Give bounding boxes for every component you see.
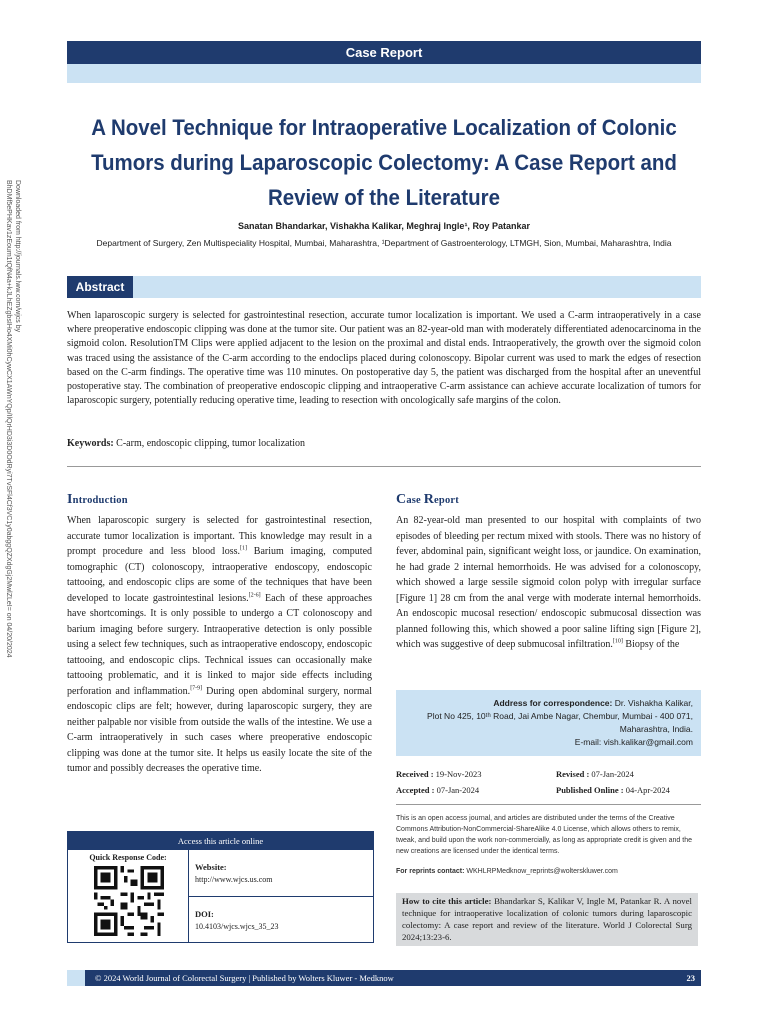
published-date: Published Online : 04-Apr-2024 xyxy=(556,785,670,795)
citation-link[interactable]: [7-9] xyxy=(190,685,203,692)
doi-cell xyxy=(189,897,373,942)
reprints-contact: For reprints contact: WKHLRPMedknow_reprints@wolterskluwer.com xyxy=(396,868,618,875)
footer-copyright: © 2024 World Journal of Colorectal Surgery | Published by Wolters Kluwer - Medknow xyxy=(95,973,394,983)
how-to-cite-box: How to cite this article: Bhandarkar S, Kalikar V, Ingle M, Patankar R. A novel technique for intraoperative localization of colonic tumors during laparoscopic colectomy: A case report and review of the literature. World J Colorectal Surg 2024;13:23-6. xyxy=(396,893,698,946)
affiliations: Department of Surgery, Zen Multispeciality Hospital, Mumbai, Maharashtra, ¹Department of Gastroenterology, LTMGH, Sion, Mumbai, Maharashtra, India xyxy=(96,238,672,248)
qr-cell xyxy=(68,850,189,942)
qr-code-icon[interactable] xyxy=(94,866,164,936)
doi-label: DOI: xyxy=(195,909,214,919)
correspondence-box xyxy=(396,690,701,756)
keywords xyxy=(67,437,701,450)
page-number: 23 xyxy=(686,973,695,983)
license-notice: This is an open access journal, and articles are distributed under the terms of the Creative Commons Attribution-NonCommercial-ShareAlike 4.0 License, which allows others to remix, tweak, and build upon the work non-commercially, as long as appropriate credit is given and the new creations are licensed under the identical terms. xyxy=(396,815,692,855)
website-link[interactable]: http://www.wjcs.us.com xyxy=(195,875,273,884)
citation-link[interactable]: [10] xyxy=(612,638,623,645)
page-footer xyxy=(67,970,701,986)
keywords-text: C-arm, endoscopic clipping, tumor localization xyxy=(116,438,306,449)
website-label: Website: xyxy=(195,862,227,872)
access-article-box xyxy=(67,831,374,943)
introduction-text: When laparoscopic surgery is selected for gastrointestinal resection, accurate tumor localization is important. This knowledge may result in a prompt procedure and less blood loss.[1] Barium imaging, computed tomographic (CT) colonoscopy, intraoperative endoscopy, endoscopic tattooing, and endoscopic clips are some of the techniques that have been developed to locate gastrointestinal lesions.[2-6] Each of these approaches have shortcomings. It is only possible to undergo a CT colonoscopy and barium imaging before surgery. Intraoperative detection is only possible using a select few techniques, such as intraoperative endoscopy, endoscopic tattooing, and endoscopic clips. Technical issues can occasionally make tattooing problematic, and it is linked to major side effects including perforation and inflammation.[7-9] During open abdominal surgery, normal endoscopic clips are felt; however, during laparoscopic surgery, they are neither palpable nor visible from outside the walls of the intestine. We use a C-arm intraoperatively in such cases where preoperative endoscopic clipping was done at the tumor site. It helps us easily locate the site of the tumor and possibly decreases the operative time. xyxy=(67,515,373,774)
received-date: Received : 19-Nov-2023 xyxy=(396,769,482,779)
keywords-label: Keywords: xyxy=(67,438,114,449)
correspondence-email[interactable]: E-mail: vish.kalikar@gmail.com xyxy=(574,737,693,747)
correspondence-line-1: Address for correspondence: Dr. Vishakha Kalikar, xyxy=(493,698,693,708)
citation-link[interactable]: [2-6] xyxy=(248,592,261,599)
qr-label: Quick Response Code: xyxy=(89,853,167,862)
author-list: Sanatan Bhandarkar, Vishakha Kalikar, Meghraj Ingle¹, Roy Patankar xyxy=(238,221,530,231)
section-label: Case Report xyxy=(67,41,701,64)
doi-link[interactable]: 10.4103/wjcs.wjcs_35_23 xyxy=(195,922,279,931)
citation-link[interactable]: [1] xyxy=(240,545,247,552)
abstract-heading: Abstract xyxy=(67,276,133,298)
website-cell xyxy=(189,850,373,897)
introduction-heading: Introduction xyxy=(67,492,128,507)
download-watermark: Downloaded from http://journals.lww.com/wjcs by BhDMf5ePHKav1zEoum1tQfN4a+kJLhEZgbsIHo4XMi0hCywCX1AWnYQp/IlQrHD3i3D0OdRyi7TvSFl4Cf3VC1y0abggQZXdgGj2MwlZLeI= on 04/20/2024 xyxy=(5,180,21,658)
footer-tab xyxy=(67,970,85,986)
accepted-date: Accepted : 07-Jan-2024 xyxy=(396,785,480,795)
revised-date: Revised : 07-Jan-2024 xyxy=(556,769,634,779)
section-label-underband xyxy=(67,64,701,83)
case-report-heading: Case Report xyxy=(396,492,459,507)
correspondence-address: Plot No 425, 10ᵗʰ Road, Jai Ambe Nagar, Chembur, Mumbai - 400 071, xyxy=(427,711,693,721)
dates-divider xyxy=(396,804,701,805)
correspondence-region: Maharashtra, India. xyxy=(619,724,693,734)
case-report-text: An 82-year-old man presented to our hospital with complaints of two episodes of bleeding per rectum mixed with stools. There was no history of fever, abdominal pain, significant weight loss, or jaundice. On examination, he had grade 2 internal hemorrhoids. He was advised for a colonoscopy, which showed a large sessile sigmoid colon polyp with irregular surface [Figure 1] 28 cm from the anal verge with moderate internal hemorrhoids. An endoscopic mucosal resection/ endoscopic submucosal dissection was planned following this, which showed a poor saline lifting sign [Figure 2], which was suggestive of deep submucosal infiltration.[10] Biopsy of the xyxy=(396,515,701,650)
article-title: A Novel Technique for Intraoperative Localization of Colonic Tumors during Laparoscopic Colectomy: A Case Report and Review of the Literature xyxy=(91,115,677,210)
abstract-text: When laparoscopic surgery is selected for gastrointestinal resection, accurate tumor localization is important. We used a C-arm intraoperatively in a case where preoperative endoscopic clipping was done at the tumor site. Our patient was an 82-year-old man with moderately differentiated adenocarcinoma in the sigmoid colon. ResolutionTM Clips were applied adjacent to the lesion on the proximal and distal ends. Intraoperatively, the growth over the sigmoid colon was traced using the assistance of the C-arm according to the endoclips placed during colonoscopy. Bipolar current was used to mark the edges of resection based on the C-arm findings. The operative time was 110 minutes. On postoperative day 5, the patient was discharged from the hospital after an uneventful postoperative stay. The combination of preoperative endoscopic clipping and intraoperative C-arm assistance can achieve accurate localization of tumors for laparoscopic surgery, potentially reducing operative time, leading to resection with oncologically safe margins of the colon. xyxy=(67,310,701,407)
keywords-divider xyxy=(67,466,701,467)
access-heading: Access this article online xyxy=(68,832,373,850)
abstract-heading-bar xyxy=(67,276,701,298)
